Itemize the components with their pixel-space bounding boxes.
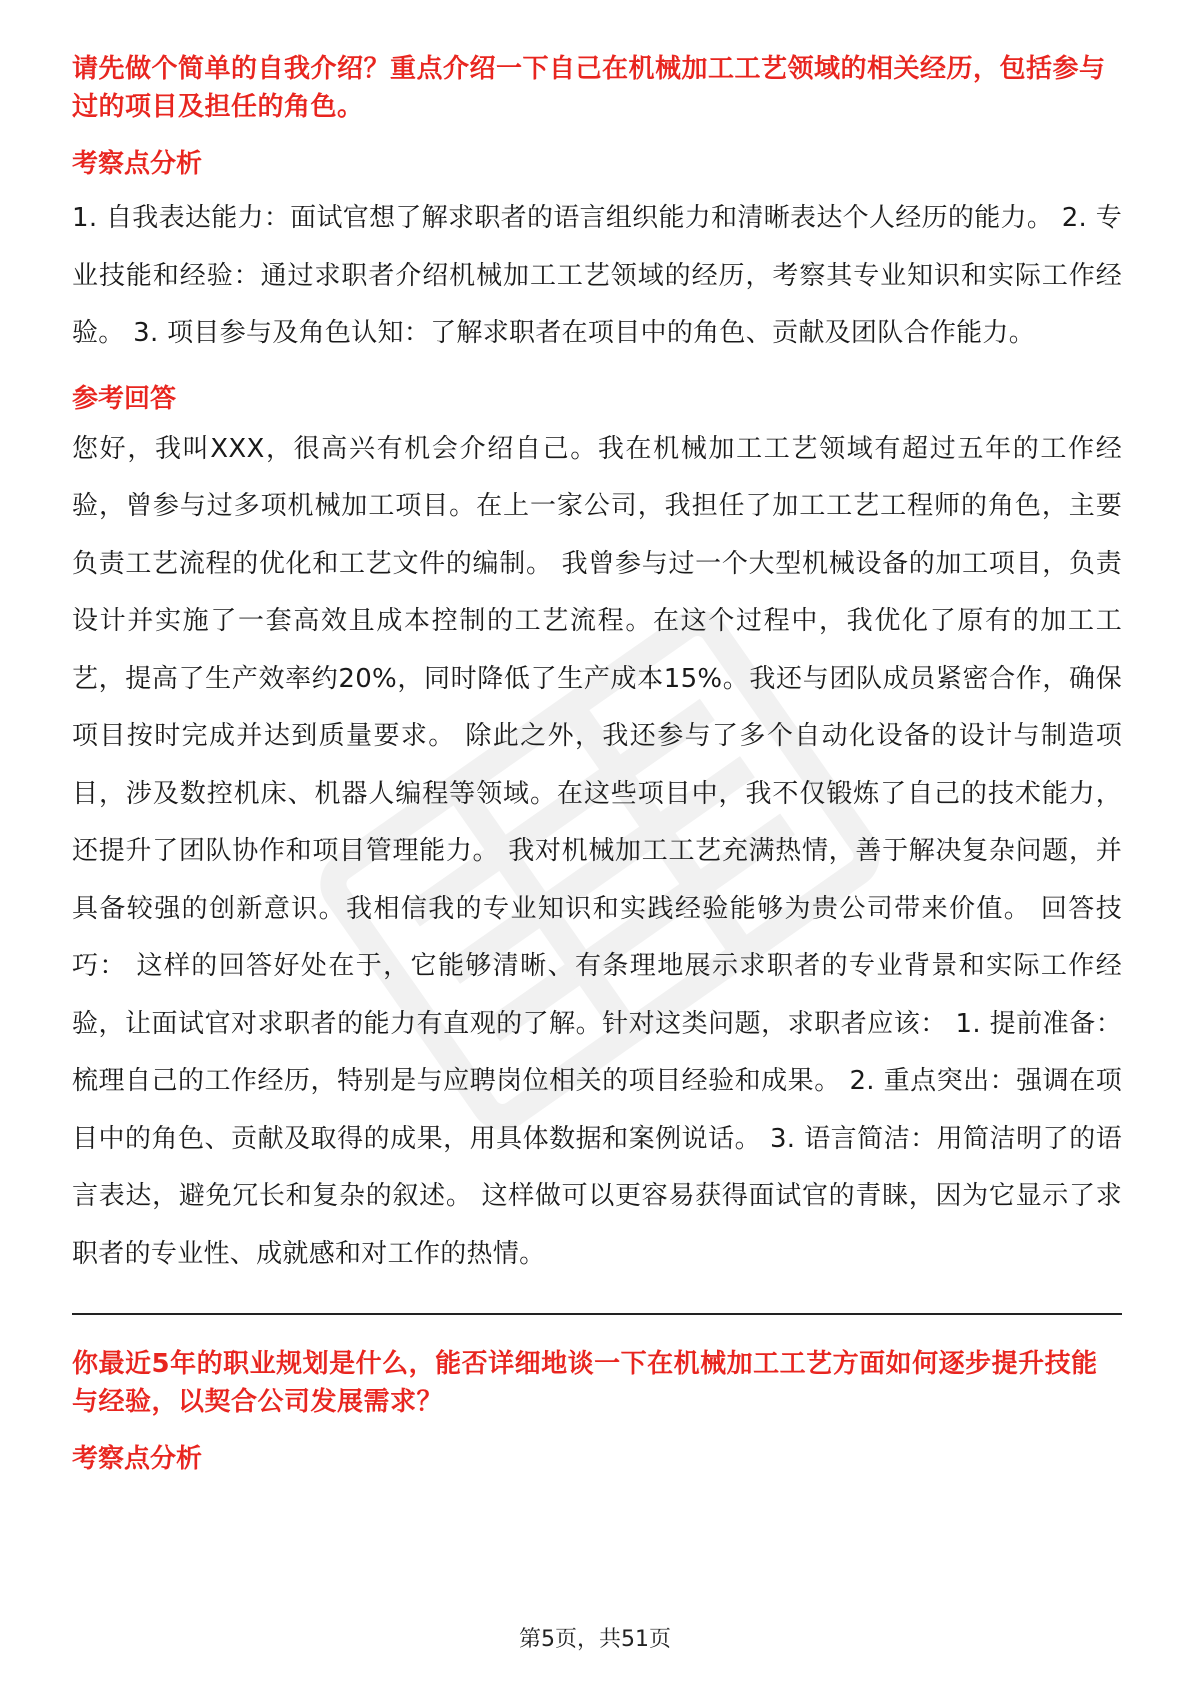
- analysis-text-1: 1. 自我表达能力：面试官想了解求职者的语言组织能力和清晰表达个人经历的能力。 2. 专业技能和经验：通过求职者介绍机械加工工艺领域的经历，考察其专业知识和实际工作经验。 3. 项目参与及角色认知：了解求职者在项目中的角色、贡献及团队合作能力。: [72, 203, 1122, 348]
- document-page: [72, 50, 1122, 1477]
- analysis-heading-1: 考察点分析: [72, 149, 203, 179]
- analysis-heading-2: 考察点分析: [72, 1444, 203, 1474]
- section-divider: [72, 1313, 1122, 1315]
- question-2: 你最近5年的职业规划是什么，能否详细地谈一下在机械加工工艺方面如何逐步提升技能与经验，以契合公司发展需求？: [72, 1349, 1098, 1417]
- answer-text-1: 您好，我叫XXX，很高兴有机会介绍自己。我在机械加工工艺领域有超过五年的工作经验，曾参与过多项机械加工项目。在上一家公司，我担任了加工工艺工程师的角色，主要负责工艺流程的优化和工艺文件的编制。 我曾参与过一个大型机械设备的加工项目，负责设计并实施了一套高效且成本控制的工艺流程。在这个过程中，我优化了原有的加工工艺，提高了生产效率约20%，同时降低了生产成本15%。我还与团队成员紧密合作，确保项目按时完成并达到质量要求。 除此之外，我还参与了多个自动化设备的设计与制造项目，涉及数控机床、机器人编程等领域。在这些项目中，我不仅锻炼了自己的技术能力，还提升了团队协作和项目管理能力。 我对机械加工工艺充满热情，善于解决复杂问题，并具备较强的创新意识。我相信我的专业知识和实践经验能够为贵公司带来价值。 回答技巧： 这样的回答好处在于，它能够清晰、有条理地展示求职者的专业背景和实际工作经验，让面试官对求职者的能力有直观的了解。针对这类问题，求职者应该： 1. 提前准备：梳理自己的工作经历，特别是与应聘岗位相关的项目经验和成果。 2. 重点突出：强调在项目中的角色、贡献及取得的成果，用具体数据和案例说话。 3. 语言简洁：用简洁明了的语言表达，避免冗长和复杂的叙述。 这样做可以更容易获得面试官的青睐，因为它显示了求职者的专业性、成就感和对工作的热情。: [72, 433, 1122, 1269]
- question-1: 请先做个简单的自我介绍？重点介绍一下自己在机械加工工艺领域的相关经历，包括参与过的项目及担任的角色。: [72, 54, 1106, 122]
- answer-heading-1: 参考回答: [72, 383, 177, 414]
- page-number: 第5页，共51页: [519, 1627, 671, 1652]
